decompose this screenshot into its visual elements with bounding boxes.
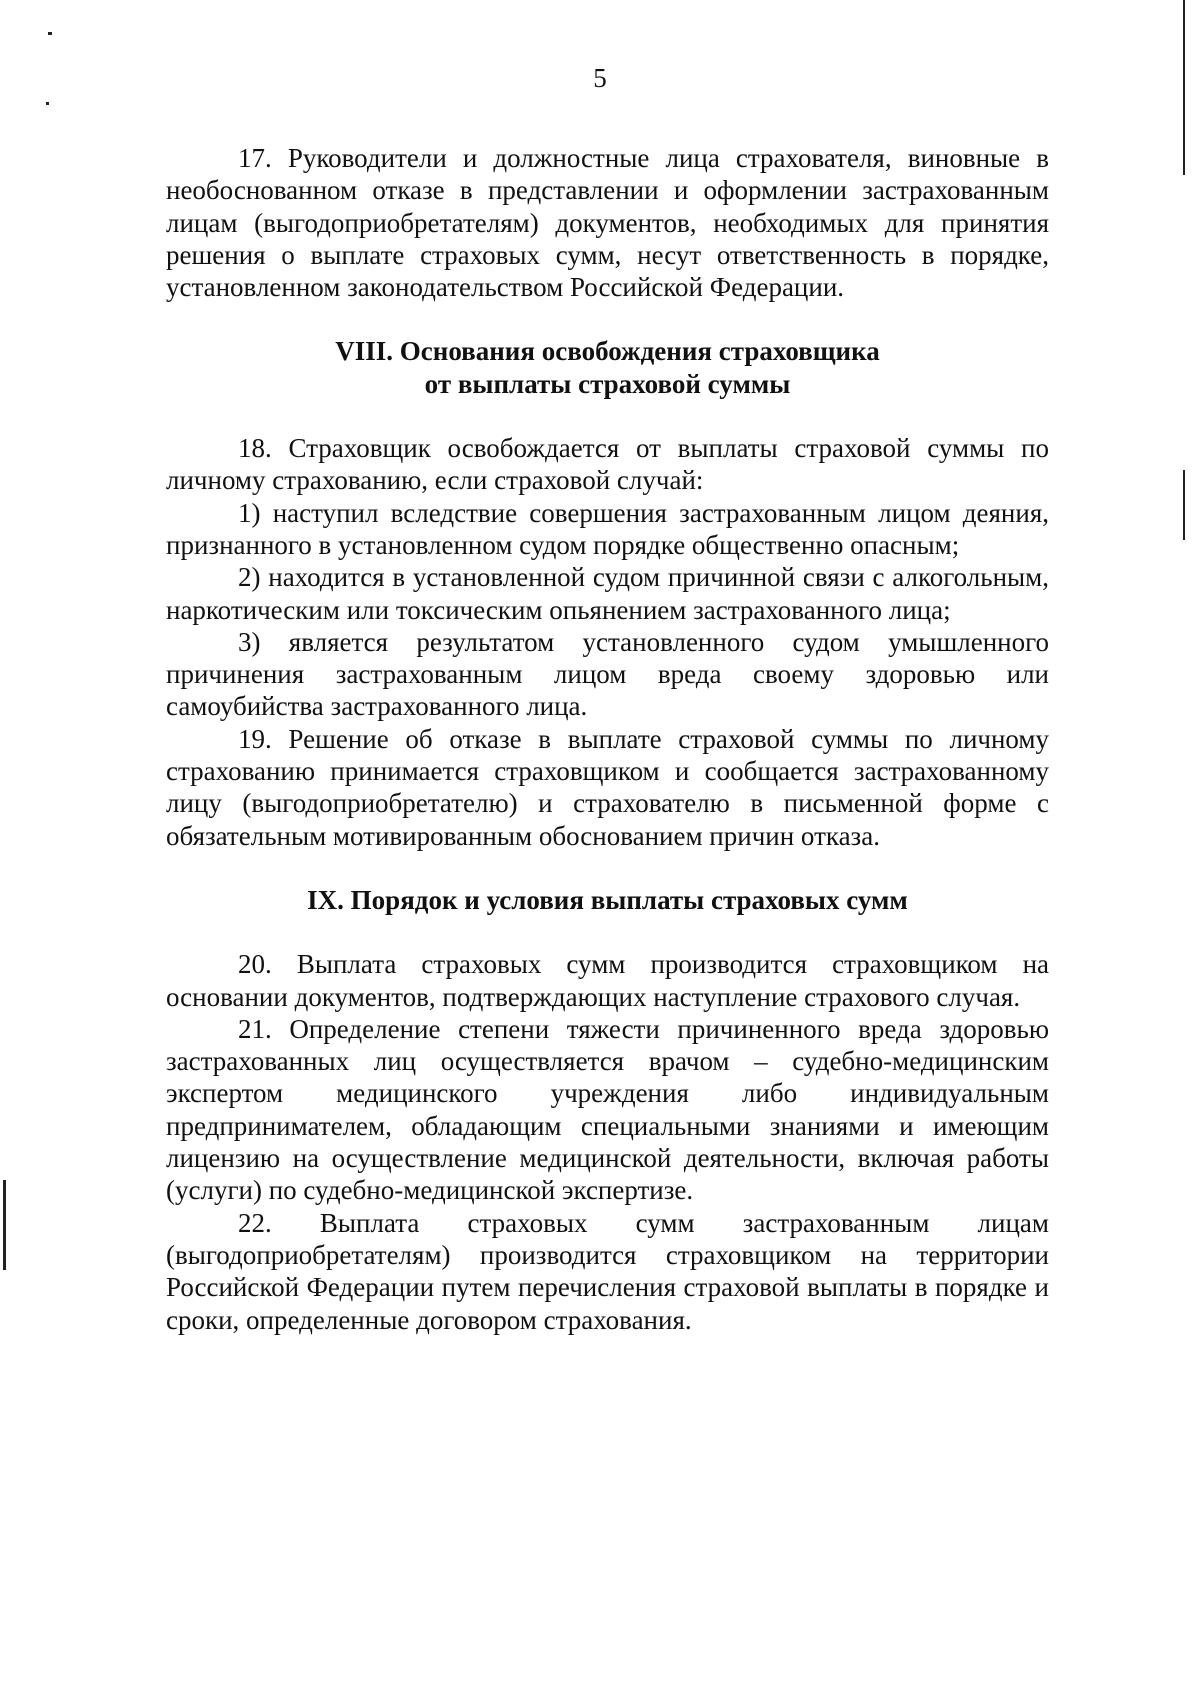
paragraph-19: 19. Решение об отказе в выплате страховой суммы по личному страхованию принимается страховщиком и сообщается застрахованному лицу (выгодоприобретателю) и страхователю в письменной форме с обязательным мотивированным обоснованием причин отказа.: [166, 723, 1049, 851]
section-heading-ix: [166, 884, 1049, 916]
list-item-2: 2) находится в установленной судом причинной связи с алкогольным, наркотическим или токсическим опьянением застрахованного лица;: [166, 562, 1049, 625]
section-heading-line: IX. Порядок и условия выплаты страховых сумм: [307, 884, 908, 915]
paragraph-18: 18. Страховщик освобождается от выплаты страховой суммы по личному страхованию, если страховой случай:: [166, 433, 1049, 496]
list-item-3: 3) является результатом установленного судом умышленного причинения застрахованным лицом вреда своему здоровью или самоубийства застрахованного лица.: [166, 626, 1049, 722]
scan-edge-line: [1183, 470, 1185, 540]
section-heading-line: от выплаты страховой суммы: [424, 368, 791, 399]
page-number: 5: [593, 63, 607, 93]
spacer: [166, 303, 1049, 335]
scan-mark: [48, 32, 52, 35]
paragraph-20: 20. Выплата страховых сумм производится страховщиком на основании документов, подтверждающих наступление страхового случая.: [166, 949, 1049, 1012]
spacer: [166, 852, 1049, 884]
section-heading-viii: [166, 335, 1049, 400]
spacer: [166, 400, 1049, 432]
paragraph-22: 22. Выплата страховых сумм застрахованным лицам (выгодоприобретателям) производится страховщиком на территории Российской Федерации путем перечисления страховой выплаты в порядке и сроки, определенные договором страхования.: [166, 1207, 1049, 1335]
scan-mark: [46, 102, 49, 105]
scan-edge-line: [3, 1180, 6, 1270]
spacer: [166, 916, 1049, 948]
section-heading-line: VIII. Основания освобождения страховщика: [335, 336, 880, 367]
paragraph-17: 17. Руководители и должностные лица страхователя, виновные в необоснованном отказе в представлении и оформлении застрахованным лицам (выгодоприобретателям) документов, необходимых для принятия решения о выплате страховых сумм, несут ответственность в порядке, установленном законодательством Российской Федерации.: [166, 143, 1049, 303]
scan-edge-line: [1183, 0, 1185, 175]
paragraph-21: 21. Определение степени тяжести причиненного вреда здоровью застрахованных лиц осуществляется врачом – судебно-медицинским экспертом медицинского учреждения либо индивидуальным предпринимателем, обладающим специальными знаниями и имеющим лицензию на осуществление медицинской деятельности, включая работы (услуги) по судебно-медицинской экспертизе.: [166, 1013, 1049, 1206]
document-body: [166, 142, 1049, 1336]
list-item-1: 1) наступил вследствие совершения застрахованным лицом деяния, признанного в установленном судом порядке общественно опасным;: [166, 497, 1049, 560]
